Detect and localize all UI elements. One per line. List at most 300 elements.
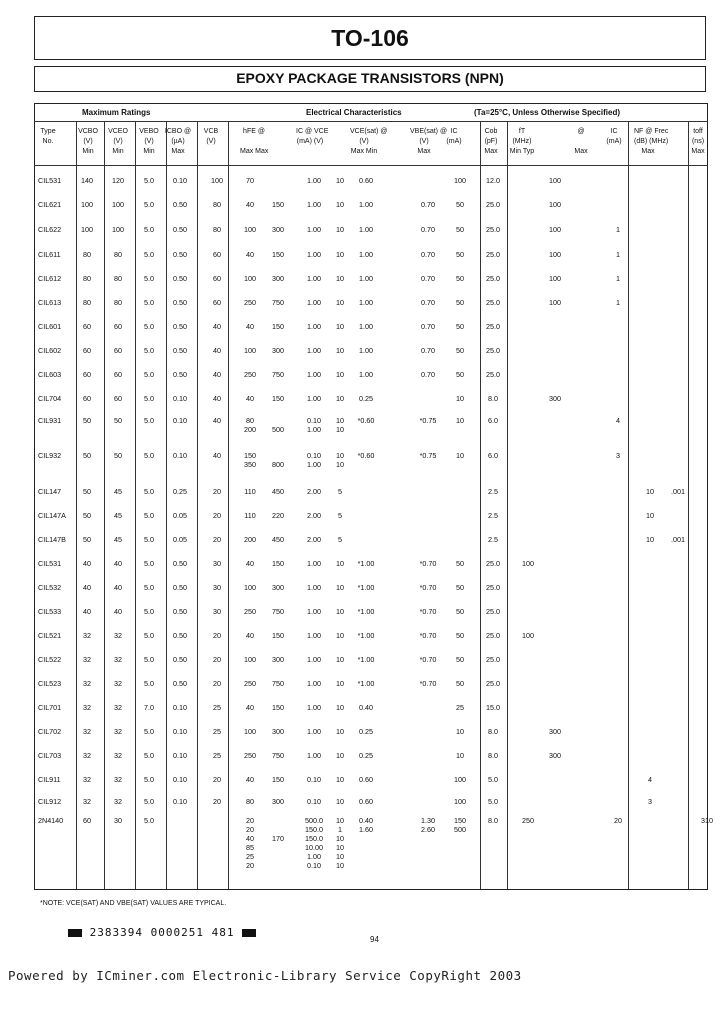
table-cell: 0.50 bbox=[173, 322, 187, 331]
table-cell: 300 bbox=[549, 394, 561, 403]
type-number: CIL522 bbox=[38, 655, 62, 664]
table-cell: 40 bbox=[246, 250, 254, 259]
type-number: CIL147B bbox=[38, 535, 66, 544]
table-cell: *1.00 bbox=[357, 607, 375, 616]
type-number: CIL932 bbox=[38, 451, 62, 460]
table-cell: 80 bbox=[83, 250, 91, 259]
table-cell: 1.00 bbox=[359, 225, 373, 234]
table-cell: 450 bbox=[272, 487, 284, 496]
table-cell: 0.70 bbox=[421, 298, 435, 307]
table-cell: 5.0 bbox=[144, 535, 154, 544]
table-cell: 30 bbox=[114, 816, 122, 825]
table-cell: 0.10 bbox=[173, 416, 187, 425]
table-cell: 60 bbox=[83, 394, 91, 403]
table-cell: 5.0 bbox=[144, 176, 154, 185]
type-number: CIL532 bbox=[38, 583, 62, 592]
table-cell: 100 bbox=[549, 274, 561, 283]
column-header-9-l2: (V) bbox=[419, 138, 429, 145]
table-cell: 100 bbox=[81, 200, 93, 209]
column-header-11-l2: (pF) bbox=[484, 138, 498, 145]
table-cell: 0.50 bbox=[173, 225, 187, 234]
table-cell: 100 bbox=[112, 225, 124, 234]
table-cell: 100 bbox=[522, 559, 534, 568]
table-cell: 2.00 bbox=[307, 535, 321, 544]
table-cell: 250 bbox=[522, 816, 534, 825]
table-cell: 5.0 bbox=[144, 322, 154, 331]
table-cell: 10 bbox=[646, 535, 654, 544]
table-cell: 1.00 bbox=[307, 176, 321, 185]
barcode bbox=[68, 926, 256, 939]
column-header-15-l3: Max bbox=[641, 148, 655, 155]
type-number: CIL531 bbox=[38, 176, 62, 185]
table-cell: 8.0 bbox=[488, 751, 498, 760]
barcode-text: 2383394 0000251 481 bbox=[89, 926, 235, 939]
table-cell: 0.25 bbox=[359, 394, 373, 403]
table-cell: 300 bbox=[272, 583, 284, 592]
table-cell: 10 bbox=[646, 487, 654, 496]
table-cell: 25 bbox=[213, 751, 221, 760]
table-cell: 0.50 bbox=[173, 655, 187, 664]
table-cell: 80 bbox=[83, 298, 91, 307]
table-cell: 20 bbox=[213, 797, 221, 806]
table-cell: 0.10 bbox=[173, 451, 187, 460]
table-cell: 60 bbox=[83, 816, 91, 825]
table-cell: 5.0 bbox=[144, 727, 154, 736]
table-cell: *0.70 bbox=[419, 607, 437, 616]
table-cell: 60 bbox=[83, 370, 91, 379]
table-cell: 0.10 bbox=[173, 751, 187, 760]
column-header-2-l2: (V) bbox=[113, 138, 123, 145]
table-cell: 250 bbox=[244, 751, 256, 760]
table-cell: 10 bbox=[336, 250, 344, 259]
type-number: 2N4140 bbox=[38, 816, 64, 825]
footer-copyright: Powered by ICminer.com Electronic-Library Service CopyRight 2003 bbox=[8, 968, 522, 983]
column-header-9-l1: VBE(sat) @ bbox=[410, 128, 448, 135]
table-cell: 10 10 bbox=[336, 416, 344, 434]
table-cell: 0.70 bbox=[421, 225, 435, 234]
table-cell: 40 bbox=[213, 416, 221, 425]
column-header-16-l2: (ns) bbox=[691, 138, 705, 145]
table-cell: .001 bbox=[671, 487, 685, 496]
table-cell: 750 bbox=[272, 370, 284, 379]
table-cell: 25.0 bbox=[486, 298, 500, 307]
table-cell: 25.0 bbox=[486, 655, 500, 664]
table-cell: 50 bbox=[83, 416, 91, 425]
table-cell: 100 bbox=[454, 797, 466, 806]
table-cell: 300 bbox=[272, 655, 284, 664]
table-cell: 25.0 bbox=[486, 607, 500, 616]
column-header-7-l1: IC @ VCE bbox=[296, 128, 329, 135]
table-cell: 0.25 bbox=[359, 727, 373, 736]
table-cell: 6.0 bbox=[488, 451, 498, 460]
table-cell: 32 bbox=[83, 775, 91, 784]
table-cell: 32 bbox=[83, 751, 91, 760]
table-cell: 80 bbox=[114, 298, 122, 307]
table-cell: 50 bbox=[456, 559, 464, 568]
table-cell: 0.25 bbox=[359, 751, 373, 760]
column-header-3-l2: (V) bbox=[144, 138, 154, 145]
table-cell: 1.00 bbox=[307, 583, 321, 592]
table-cell: 150 bbox=[272, 250, 284, 259]
table-cell: 1.00 bbox=[307, 703, 321, 712]
table-cell: 150 bbox=[272, 631, 284, 640]
table-cell: 0.50 bbox=[173, 607, 187, 616]
table-cell: 50 bbox=[83, 535, 91, 544]
table-cell: 300 bbox=[272, 225, 284, 234]
table-cell: 10 bbox=[336, 655, 344, 664]
table-cell: 40 bbox=[213, 451, 221, 460]
table-cell: 5.0 bbox=[144, 797, 154, 806]
table-cell: 25.0 bbox=[486, 322, 500, 331]
table-cell: 40 bbox=[213, 370, 221, 379]
table-cell: *1.00 bbox=[357, 655, 375, 664]
table-cell: 1.00 bbox=[307, 679, 321, 688]
subtitle-box bbox=[34, 66, 706, 92]
column-header-3-l1: VEBO bbox=[139, 128, 159, 135]
column-divider bbox=[76, 121, 77, 889]
table-cell: 60 bbox=[83, 322, 91, 331]
table-cell: 10 bbox=[456, 751, 464, 760]
table-cell: 10 bbox=[336, 679, 344, 688]
table-cell: 12.0 bbox=[486, 176, 500, 185]
table-cell: 60 bbox=[213, 274, 221, 283]
table-cell: 5.0 bbox=[144, 607, 154, 616]
page-title: TO-106 bbox=[331, 25, 409, 51]
column-header-4-l1: ICBO @ bbox=[164, 128, 192, 135]
table-cell: 10 bbox=[336, 703, 344, 712]
table-cell: 50 bbox=[456, 679, 464, 688]
table-cell: 0.10 1.00 bbox=[307, 416, 321, 434]
table-cell: *0.70 bbox=[419, 631, 437, 640]
table-cell: 100 bbox=[244, 583, 256, 592]
table-cell: 300 bbox=[272, 346, 284, 355]
table-cell: 40 bbox=[83, 559, 91, 568]
table-cell: 10 bbox=[336, 394, 344, 403]
table-cell: 1.00 bbox=[307, 250, 321, 259]
table-cell: 300 bbox=[272, 274, 284, 283]
column-divider bbox=[166, 121, 167, 889]
table-cell: 60 bbox=[114, 370, 122, 379]
table-cell: 60 bbox=[213, 298, 221, 307]
table-cell: 32 bbox=[114, 797, 122, 806]
type-number: CIL601 bbox=[38, 322, 62, 331]
column-header-15-l2: (dB) (MHz) bbox=[634, 138, 669, 145]
table-cell: 50 bbox=[456, 346, 464, 355]
table-cell: 10 bbox=[336, 176, 344, 185]
table-cell: 20 bbox=[213, 631, 221, 640]
table-cell: 1.00 bbox=[307, 607, 321, 616]
column-header-1-l2: (V) bbox=[83, 138, 93, 145]
table-cell: 0.50 bbox=[173, 370, 187, 379]
table-cell: 32 bbox=[114, 703, 122, 712]
table-cell: 0.50 bbox=[173, 631, 187, 640]
table-cell: 5.0 bbox=[144, 487, 154, 496]
table-cell: 5.0 bbox=[144, 679, 154, 688]
table-cell: 50 bbox=[456, 225, 464, 234]
table-cell: 1.00 bbox=[359, 370, 373, 379]
table-cell: 5 bbox=[338, 511, 342, 520]
table-cell: 100 bbox=[211, 176, 223, 185]
table-cell: 20 bbox=[213, 535, 221, 544]
table-cell: 100 bbox=[112, 200, 124, 209]
table-cell: 1.00 bbox=[307, 200, 321, 209]
column-header-11-l1: Cob bbox=[484, 128, 498, 135]
table-cell: 10 bbox=[336, 797, 344, 806]
column-header-10-l2: (mA) bbox=[446, 138, 462, 145]
table-cell: 40 bbox=[114, 583, 122, 592]
table-cell: 1.00 bbox=[307, 727, 321, 736]
table-cell: 110 bbox=[244, 511, 256, 520]
table-cell: 1.00 bbox=[307, 322, 321, 331]
table-cell: 5.0 bbox=[144, 274, 154, 283]
table-cell: 10 bbox=[456, 727, 464, 736]
table-cell: 30 bbox=[213, 583, 221, 592]
table-cell: 300 bbox=[549, 751, 561, 760]
table-cell: 1.00 bbox=[307, 346, 321, 355]
column-header-1-l1: VCBO bbox=[78, 128, 98, 135]
table-cell: 20 20 40 85 25 20 bbox=[246, 816, 254, 870]
table-cell: 100 bbox=[244, 225, 256, 234]
table-cell: 10 bbox=[456, 416, 464, 425]
table-cell: 50 bbox=[456, 631, 464, 640]
table-cell: 25.0 bbox=[486, 583, 500, 592]
type-number: CIL613 bbox=[38, 298, 62, 307]
table-cell: 5.0 bbox=[144, 394, 154, 403]
table-cell: 20 bbox=[213, 511, 221, 520]
table-cell: 1.00 bbox=[359, 346, 373, 355]
table-cell: 40 bbox=[83, 607, 91, 616]
column-header-4-l2: (µA) bbox=[171, 138, 185, 145]
column-divider bbox=[135, 121, 136, 889]
type-number: CIL611 bbox=[38, 250, 61, 259]
table-cell: 70 bbox=[246, 176, 254, 185]
column-header-14-l2: (mA) bbox=[606, 138, 622, 145]
table-cell: 1.00 bbox=[359, 250, 373, 259]
table-cell: 50 bbox=[456, 370, 464, 379]
table-cell: *1.00 bbox=[357, 559, 375, 568]
table-cell: *0.75 bbox=[419, 416, 437, 425]
table-cell: 10 bbox=[336, 225, 344, 234]
table-cell: 8.0 bbox=[488, 394, 498, 403]
table-cell: 5.0 bbox=[144, 200, 154, 209]
table-cell: *0.70 bbox=[419, 559, 437, 568]
type-number: CIL702 bbox=[38, 727, 62, 736]
table-cell: 30 bbox=[213, 607, 221, 616]
table-cell: 0.70 bbox=[421, 274, 435, 283]
table-cell: 50 bbox=[83, 511, 91, 520]
column-divider bbox=[228, 121, 229, 889]
table-cell: 100 bbox=[454, 176, 466, 185]
table-cell: 0.70 bbox=[421, 346, 435, 355]
table-cell: 0.60 bbox=[359, 775, 373, 784]
table-cell: 5.0 bbox=[144, 451, 154, 460]
table-cell: 0.10 bbox=[307, 797, 321, 806]
table-cell: *0.70 bbox=[419, 583, 437, 592]
table-cell: 250 bbox=[244, 607, 256, 616]
table-cell: 50 bbox=[456, 200, 464, 209]
page-subtitle: EPOXY PACKAGE TRANSISTORS (NPN) bbox=[236, 70, 504, 86]
table-cell: 0.50 bbox=[173, 679, 187, 688]
table-cell: 100 bbox=[549, 250, 561, 259]
table-cell: 40 bbox=[246, 200, 254, 209]
table-cell: 0.70 bbox=[421, 322, 435, 331]
table-cell: 32 bbox=[83, 679, 91, 688]
table-cell: 5.0 bbox=[144, 511, 154, 520]
table-cell: 10 bbox=[336, 322, 344, 331]
table-cell: 150 bbox=[272, 703, 284, 712]
table-cell: 1.00 bbox=[307, 655, 321, 664]
table-cell: 40 bbox=[213, 394, 221, 403]
table-cell: 50 bbox=[456, 298, 464, 307]
table-cell: 20 bbox=[213, 655, 221, 664]
type-number: CIL521 bbox=[38, 631, 62, 640]
table-cell: 5.0 bbox=[144, 583, 154, 592]
type-number: CIL704 bbox=[38, 394, 62, 403]
table-cell: 0.10 bbox=[173, 394, 187, 403]
table-cell: 60 bbox=[114, 346, 122, 355]
table-cell: 150 bbox=[272, 775, 284, 784]
table-cell: 50 bbox=[83, 487, 91, 496]
table-cell: *0.70 bbox=[419, 679, 437, 688]
column-header-7-l2: (mA) (V) bbox=[296, 138, 324, 145]
table-cell: 80 bbox=[213, 200, 221, 209]
table-cell: 5.0 bbox=[144, 816, 154, 825]
table-cell: 750 bbox=[272, 679, 284, 688]
barcode-mark-left bbox=[68, 929, 82, 937]
table-cell: 40 bbox=[246, 703, 254, 712]
table-cell: 50 bbox=[83, 451, 91, 460]
table-cell: 10 bbox=[336, 298, 344, 307]
table-cell: 25.0 bbox=[486, 225, 500, 234]
table-cell: 150 500 bbox=[454, 816, 466, 834]
column-divider bbox=[688, 121, 689, 889]
table-cell: 6.0 bbox=[488, 416, 498, 425]
column-header-0-l2: No. bbox=[42, 138, 54, 145]
table-cell: 0.05 bbox=[173, 535, 187, 544]
barcode-mark-right bbox=[242, 929, 256, 937]
table-cell: 0.40 bbox=[359, 703, 373, 712]
table-cell: 40 bbox=[246, 631, 254, 640]
table-cell: 0.40 1.60 bbox=[359, 816, 373, 834]
table-cell: 32 bbox=[83, 797, 91, 806]
table-cell: 32 bbox=[83, 727, 91, 736]
column-header-16-l3: Max bbox=[691, 148, 705, 155]
table-cell: 0.70 bbox=[421, 200, 435, 209]
table-cell: 10 bbox=[456, 451, 464, 460]
table-cell: 0.10 1.00 bbox=[307, 451, 321, 469]
table-cell: 60 bbox=[114, 322, 122, 331]
type-number: CIL533 bbox=[38, 607, 62, 616]
table-cell: 250 bbox=[244, 370, 256, 379]
page-number: 94 bbox=[370, 935, 379, 944]
table-cell: 10 bbox=[336, 631, 344, 640]
column-header-12-l2: (MHz) bbox=[512, 138, 532, 145]
table-cell: 40 bbox=[246, 322, 254, 331]
table-cell: 100 bbox=[244, 655, 256, 664]
table-cell: *1.00 bbox=[357, 583, 375, 592]
table-cell: 80 bbox=[213, 225, 221, 234]
table-cell: 250 bbox=[244, 679, 256, 688]
column-header-8-l1: VCE(sat) @ bbox=[350, 128, 388, 135]
column-header-9-l3: Max bbox=[417, 148, 431, 155]
table-cell: 0.05 bbox=[173, 511, 187, 520]
table-cell: 110 bbox=[244, 487, 256, 496]
table-cell: 1.00 bbox=[359, 274, 373, 283]
table-cell: 25 bbox=[213, 727, 221, 736]
table-cell: *0.70 bbox=[419, 655, 437, 664]
type-number: CIL523 bbox=[38, 679, 62, 688]
table-cell: 750 bbox=[272, 298, 284, 307]
column-header-12-l3: Min Typ bbox=[509, 148, 535, 155]
table-cell: 1.30 2.60 bbox=[421, 816, 435, 834]
type-number: CIL622 bbox=[38, 225, 62, 234]
column-divider bbox=[197, 121, 198, 889]
table-cell: 80 bbox=[114, 250, 122, 259]
column-header-13-l3: Max bbox=[574, 148, 588, 155]
table-cell: 45 bbox=[114, 511, 122, 520]
table-cell: 5 bbox=[338, 487, 342, 496]
table-cell: 1.00 bbox=[359, 322, 373, 331]
table-cell: 0.50 bbox=[173, 274, 187, 283]
table-cell: 25.0 bbox=[486, 346, 500, 355]
table-cell: 25.0 bbox=[486, 679, 500, 688]
table-cell: 25.0 bbox=[486, 370, 500, 379]
type-number: CIL602 bbox=[38, 346, 62, 355]
type-number: CIL701 bbox=[38, 703, 62, 712]
table-cell: 100 bbox=[244, 346, 256, 355]
table-cell: 10 bbox=[336, 370, 344, 379]
table-cell: 5.0 bbox=[144, 298, 154, 307]
table-cell: 50 bbox=[456, 274, 464, 283]
column-header-1-l3: Min bbox=[82, 148, 94, 155]
table-cell: 0.25 bbox=[173, 487, 187, 496]
table-cell: 20 bbox=[213, 775, 221, 784]
table-cell: 25 bbox=[456, 703, 464, 712]
type-number: CIL612 bbox=[38, 274, 62, 283]
table-cell: 3 bbox=[648, 797, 652, 806]
table-cell: 0.50 bbox=[173, 559, 187, 568]
table-cell: 60 bbox=[83, 346, 91, 355]
column-header-2-l3: Min bbox=[112, 148, 124, 155]
table-cell: 40 bbox=[246, 559, 254, 568]
table-cell: 4 bbox=[648, 775, 652, 784]
table-cell: 40 bbox=[83, 583, 91, 592]
column-divider bbox=[104, 121, 105, 889]
table-cell: 32 bbox=[114, 631, 122, 640]
table-cell: 200 bbox=[244, 535, 256, 544]
table-cell: 5.0 bbox=[144, 559, 154, 568]
table-cell: 1 bbox=[616, 298, 620, 307]
table-cell: *1.00 bbox=[357, 679, 375, 688]
table-cell: 2.5 bbox=[488, 511, 498, 520]
table-cell: 0.10 bbox=[173, 727, 187, 736]
table-cell: 10 bbox=[646, 511, 654, 520]
table-cell: 2.00 bbox=[307, 511, 321, 520]
table-cell: 60 bbox=[213, 250, 221, 259]
table-cell: *0.60 bbox=[357, 451, 375, 460]
table-cell: 10 bbox=[336, 775, 344, 784]
table-cell: 0.10 bbox=[173, 703, 187, 712]
column-header-5-l1: VCB bbox=[203, 128, 219, 135]
table-cell: 150 350 bbox=[244, 451, 256, 469]
table-cell: 2.5 bbox=[488, 535, 498, 544]
table-cell: 5.0 bbox=[144, 631, 154, 640]
table-cell: 8.0 bbox=[488, 727, 498, 736]
group-conditions: (Ta=25°C, Unless Otherwise Specified) bbox=[474, 108, 620, 117]
type-number: CIL531 bbox=[38, 559, 62, 568]
column-divider bbox=[507, 121, 508, 889]
table-cell: 300 bbox=[549, 727, 561, 736]
